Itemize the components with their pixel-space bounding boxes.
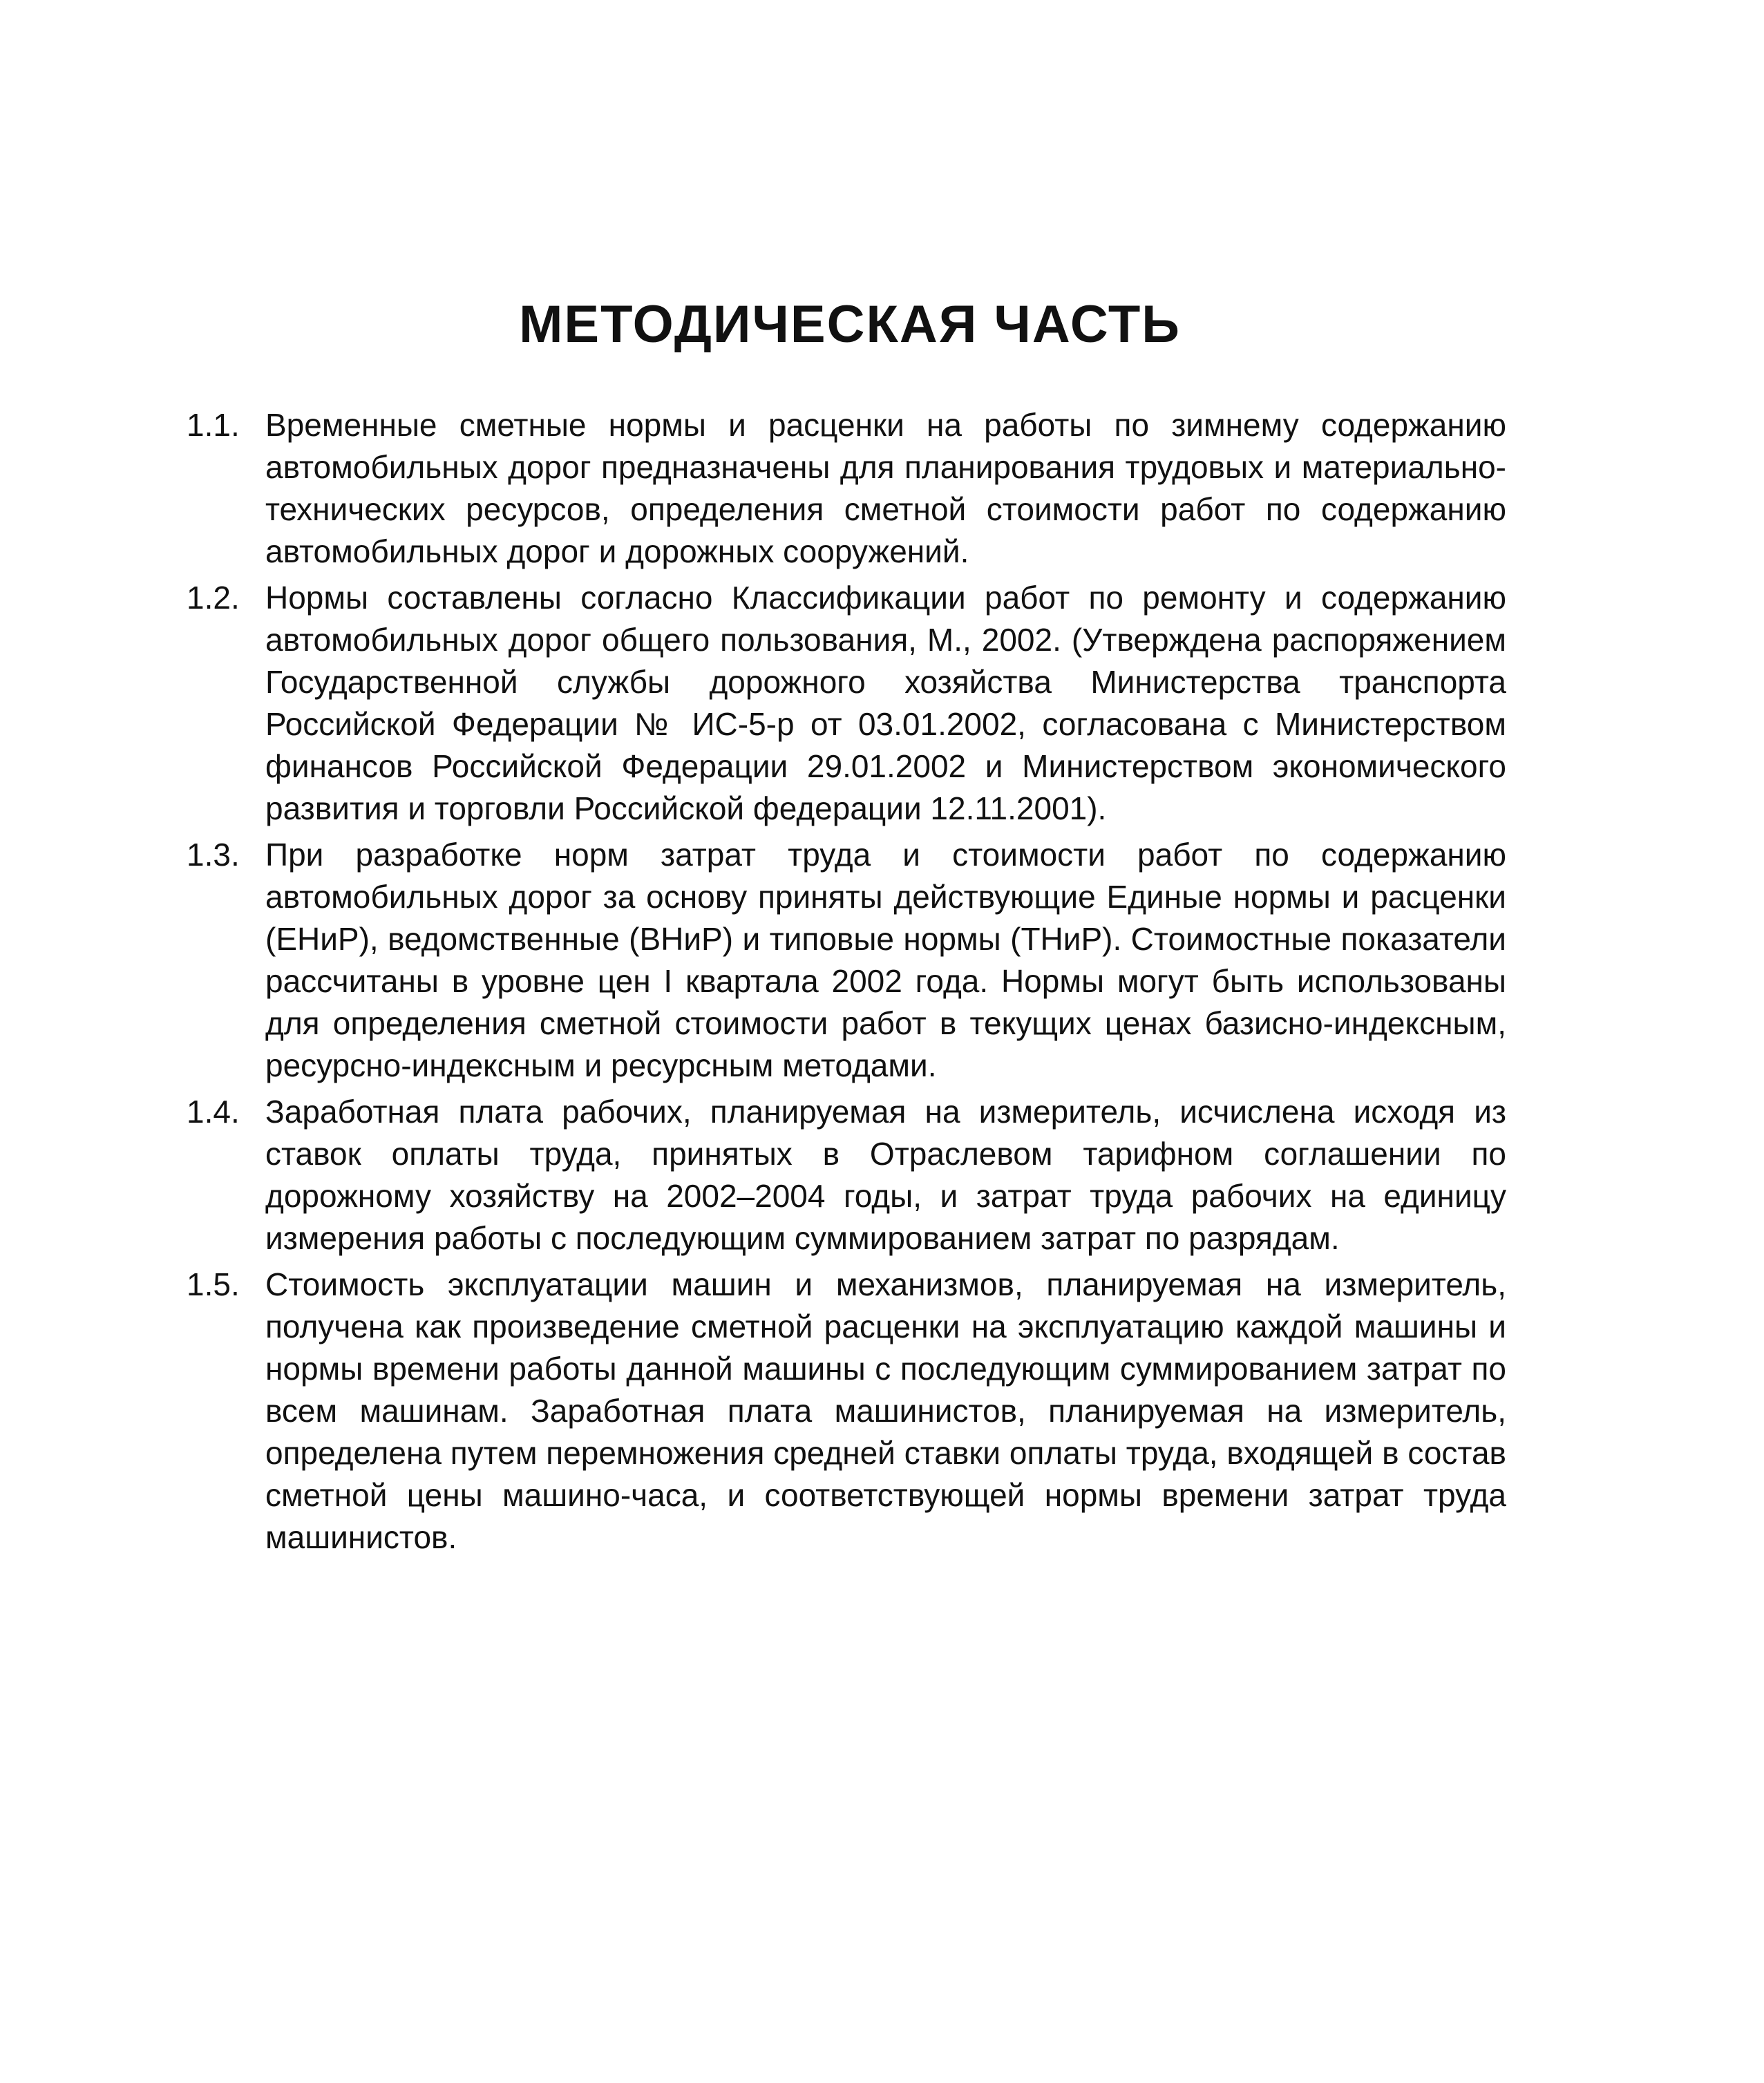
item-number: 1.2. bbox=[187, 580, 240, 616]
list-item-1-2 bbox=[187, 577, 1506, 830]
list-item-1-4 bbox=[187, 1091, 1506, 1259]
list-item-1-1 bbox=[187, 404, 1506, 573]
numbered-list bbox=[187, 404, 1506, 1563]
item-number: 1.5. bbox=[187, 1266, 240, 1302]
item-number: 1.4. bbox=[187, 1094, 240, 1130]
item-text: Временные сметные нормы и расценки на работы по зимнему содержанию автомобильных дорог предназначены для планирования трудовых и материально-технических ресурсов, определения сметной стоимости работ по содержанию автомобильных дорог и дорожных сооружений. bbox=[265, 407, 1506, 569]
item-text: Стоимость эксплуатации машин и механизмов, планируемая на измеритель, получена как произведение сметной расценки на эксплуатацию каждой машины и нормы времени работы данной машины с последующим суммированием затрат по всем машинам. Заработная плата машинистов, планируемая на измеритель, определена путем перемножения средней ставки оплаты труда, входящей в состав сметной цены машино-часа, и соответствующей нормы времени затрат труда машинистов. bbox=[265, 1266, 1506, 1555]
item-number: 1.3. bbox=[187, 837, 240, 873]
page-title: МЕТОДИЧЕСКАЯ ЧАСТЬ bbox=[519, 295, 1181, 354]
item-text: Нормы составлены согласно Классификации работ по ремонту и содержанию автомобильных дорог общего пользования, М., 2002. (Утверждена распоряжением Государственной службы дорожного хозяйства Министерства транспорта Российской Федерации № ИС-5-р от 03.01.2002, согласована с Министерством финансов Российской Федерации 29.01.2002 и Министерством экономического развития и торговли Российской федерации 12.11.2001). bbox=[265, 580, 1506, 826]
item-text: Заработная плата рабочих, планируемая на измеритель, исчислена исходя из ставок оплаты труда, принятых в Отраслевом тарифном соглашении по дорожному хозяйству на 2002–2004 годы, и затрат труда рабочих на единицу измерения работы с последующим суммированием затрат по разрядам. bbox=[265, 1094, 1506, 1256]
item-text: При разработке норм затрат труда и стоимости работ по содержанию автомобильных дорог за основу приняты действующие Единые нормы и расценки (ЕНиР), ведомственные (ВНиР) и типовые нормы (ТНиР). Стоимостные показатели рассчитаны в уровне цен I квартала 2002 года. Нормы могут быть использованы для определения сметной стоимости работ в текущих ценах базисно-индексным, ресурсно-индексным и ресурсным методами. bbox=[265, 837, 1506, 1083]
list-item-1-5 bbox=[187, 1264, 1506, 1559]
item-number: 1.1. bbox=[187, 407, 240, 443]
list-item-1-3 bbox=[187, 834, 1506, 1087]
